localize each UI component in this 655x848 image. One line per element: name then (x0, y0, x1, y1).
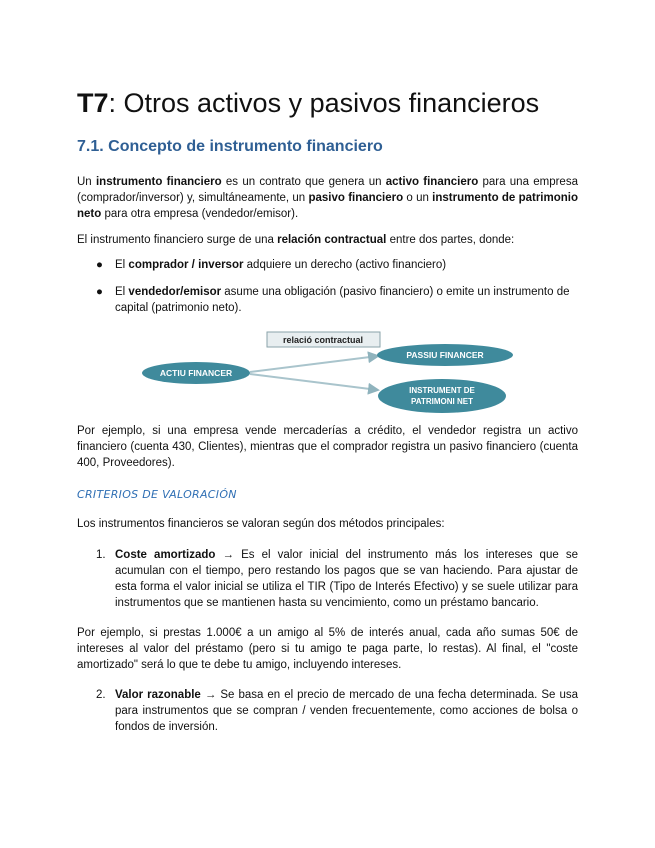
text-run: El instrumento financiero surge de una (77, 234, 278, 246)
text-run: Se basa en el precio de mercado de una fecha determinada. Se usa para instrumentos que se compran / venden frecuentemente, como acciones de bolsa o fondos de inversión. (115, 689, 578, 733)
node-actiu-label: ACTIU FINANCER (159, 368, 233, 378)
criteria-intro: Los instrumentos financieros se valoran según dos métodos principales: (77, 518, 445, 530)
text-run: El (115, 286, 129, 298)
arrow-to-pasivo (250, 356, 378, 372)
term-relacion-contractual: relación contractual (277, 234, 387, 246)
title-prefix: T7 (77, 88, 109, 118)
text-run: Un (77, 176, 96, 188)
node-patrimoni-label-2: PATRIMONI NET (411, 397, 473, 406)
bullet-icon: ● (96, 286, 103, 298)
relation-paragraph (77, 232, 578, 248)
term-instrumento-financiero: instrumento financiero (95, 176, 222, 188)
text-run: para otra empresa (vendedor/emisor). (101, 208, 299, 220)
criteria-heading: CRITERIOS DE VALORACIÓN (77, 488, 237, 501)
contract-label: relació contractual (282, 335, 364, 345)
term-patrimonio-neto: instrumento de patrimonio neto (77, 192, 578, 220)
text-run: o un (403, 192, 433, 204)
text-run: Es el valor inicial del instrumento más los intereses que se acumulan con el tiempo, pero restando los pagos que se van haciendo. Para ajustar de esta forma el valor inicial se utiliza el TIR (Tipo de Interés Efectivo) y se suele utilizar para instrumentos que se mantienen hasta su vencimiento, como un préstamo bancario. (115, 549, 578, 609)
term-vendedor: vendedor/emisor (128, 286, 222, 298)
arrow-icon: → (215, 549, 242, 561)
arrow-icon: → (200, 689, 221, 701)
text-run: adquiere un derecho (activo financiero) (243, 259, 447, 271)
node-patrimoni-label-1: INSTRUMENT DE (409, 386, 475, 395)
list-item-text (115, 687, 578, 735)
term-pasivo-financiero: pasivo financiero (308, 192, 404, 204)
list-number: 1. (96, 549, 106, 561)
list-item-text (115, 547, 578, 611)
term-activo-financiero: activo financiero (385, 176, 479, 188)
list-number: 2. (96, 689, 106, 701)
term-valor-razonable: Valor razonable (115, 689, 201, 701)
page-title (77, 88, 539, 119)
term-coste-amortizado: Coste amortizado (115, 549, 216, 561)
example-amortizado: Por ejemplo, si prestas 1.000€ a un amigo al 5% de interés anual, cada año sumas 50€ de intereses al valor del préstamo (pero si tu amigo te paga parte, lo restas). Al final, el "coste amortizado" será lo que te debe tu amigo, incluyendo intereses. (77, 627, 578, 671)
node-passiu-label: PASSIU FINANCER (406, 350, 484, 360)
bullet-icon: ● (96, 259, 103, 271)
intro-paragraph (77, 174, 578, 222)
node-patrimoni (378, 379, 506, 413)
example-paragraph: Por ejemplo, si una empresa vende mercaderías a crédito, el vendedor registra un activo financiero (cuenta 430, Clientes), mientras que el comprador registra un pasivo financiero (cuenta 400, Proveedores). (77, 425, 578, 469)
title-rest: : Otros activos y pasivos financieros (108, 88, 540, 118)
text-run: entre dos partes, donde: (386, 234, 515, 246)
contract-diagram (140, 328, 520, 416)
list-item-text (115, 284, 578, 316)
list-item-text (115, 257, 578, 273)
text-run: El (115, 259, 129, 271)
arrow-to-patrimonio (250, 374, 378, 390)
section-heading: 7.1. Concepto de instrumento financiero (77, 138, 383, 155)
text-run: para una empresa (comprador/inversor) y, simultáneamente, un (77, 176, 578, 204)
text-run: es un contrato que genera un (221, 176, 386, 188)
text-run: asume una obligación (pasivo financiero) o emite un instrumento de capital (patrimonio neto). (115, 286, 570, 314)
term-comprador: comprador / inversor (128, 259, 244, 271)
